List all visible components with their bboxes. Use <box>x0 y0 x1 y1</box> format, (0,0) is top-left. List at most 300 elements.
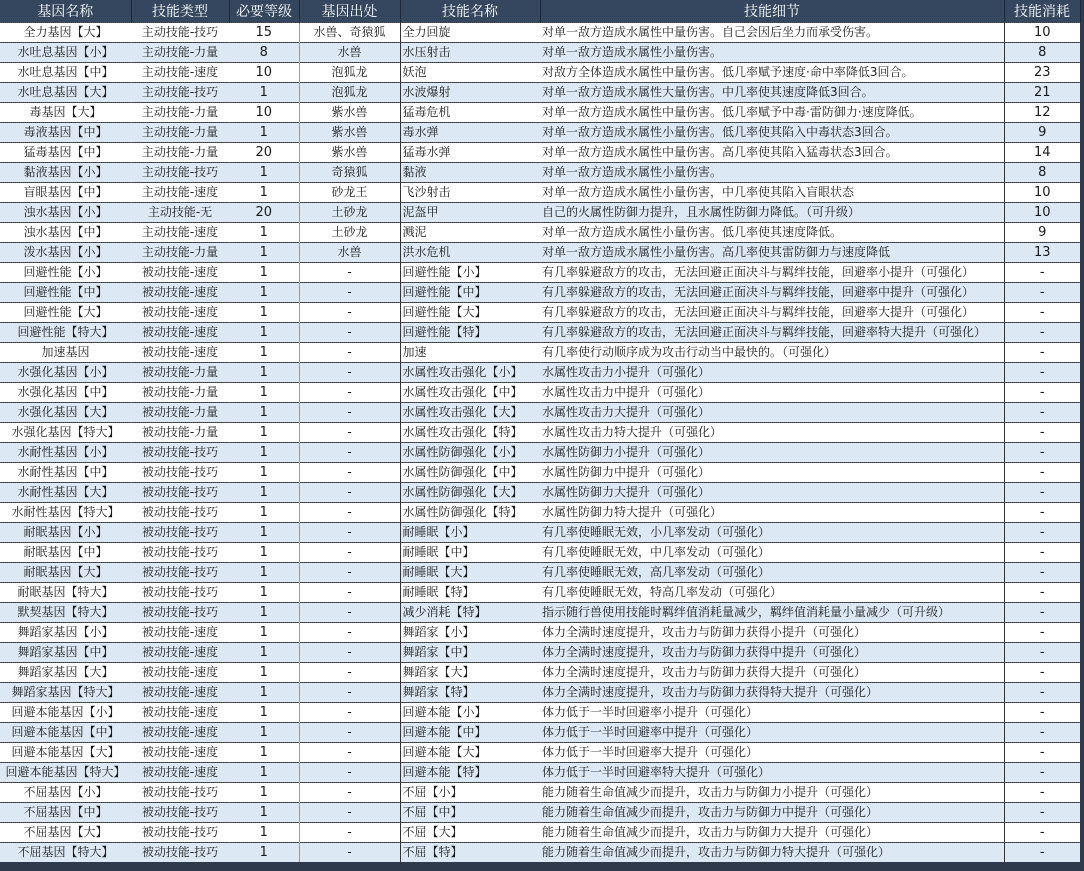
table-row <box>0 723 1080 743</box>
table-row <box>0 663 1080 683</box>
skill-name-cell: 猛毒危机 <box>400 103 540 123</box>
skill-cost-cell: - <box>1004 583 1080 603</box>
skill-name-cell: 猛毒水弹 <box>400 143 540 163</box>
skill-type-cell: 被动技能-速度 <box>131 263 229 283</box>
skill-name-cell: 不屈【小】 <box>400 783 540 803</box>
gene-name-cell: 舞蹈家基因【大】 <box>0 663 131 683</box>
skill-detail-cell: 能力随着生命值减少而提升，攻击力与防御力大提升（可强化） <box>540 823 1004 843</box>
gene-source-cell: - <box>299 323 400 343</box>
gene-source-cell: - <box>299 803 400 823</box>
skill-type-cell: 被动技能-速度 <box>131 623 229 643</box>
table-footer-bar <box>0 866 1084 871</box>
skill-detail-cell: 能力随着生命值减少而提升，攻击力与防御力小提升（可强化） <box>540 783 1004 803</box>
gene-source-cell: 土砂龙 <box>299 203 400 223</box>
gene-name-cell: 回避本能基因【中】 <box>0 723 131 743</box>
table-row <box>0 103 1080 123</box>
skill-detail-cell: 对单一敌方造成水属性小量伤害。 <box>540 163 1004 183</box>
required-level-cell: 1 <box>229 823 299 843</box>
table-row <box>0 183 1080 203</box>
skill-cost-cell: - <box>1004 723 1080 743</box>
skill-type-cell: 被动技能-速度 <box>131 763 229 783</box>
gene-source-cell: - <box>299 783 400 803</box>
required-level-cell: 1 <box>229 503 299 523</box>
header-skill-cost: 技能消耗 <box>1004 0 1080 23</box>
skill-type-cell: 被动技能-力量 <box>131 423 229 443</box>
gene-source-cell: - <box>299 743 400 763</box>
skill-name-cell: 回避本能【中】 <box>400 723 540 743</box>
skill-cost-cell: - <box>1004 603 1080 623</box>
skill-type-cell: 被动技能-速度 <box>131 643 229 663</box>
skill-name-cell: 舞蹈家【中】 <box>400 643 540 663</box>
skill-cost-cell: - <box>1004 263 1080 283</box>
skill-cost-cell: 10 <box>1004 183 1080 203</box>
table-body <box>0 23 1080 863</box>
gene-source-cell: 泡狐龙 <box>299 63 400 83</box>
table-row <box>0 803 1080 823</box>
gene-name-cell: 水耐性基因【中】 <box>0 463 131 483</box>
gene-name-cell: 默契基因【特大】 <box>0 603 131 623</box>
skill-name-cell: 回避本能【特】 <box>400 763 540 783</box>
skill-cost-cell: 13 <box>1004 243 1080 263</box>
gene-name-cell: 不屈基因【中】 <box>0 803 131 823</box>
skill-cost-cell: 10 <box>1004 23 1080 43</box>
skill-cost-cell: - <box>1004 503 1080 523</box>
table-row <box>0 323 1080 343</box>
gene-name-cell: 水吐息基因【中】 <box>0 63 131 83</box>
skill-cost-cell: 8 <box>1004 43 1080 63</box>
table-row <box>0 143 1080 163</box>
table-row <box>0 83 1080 103</box>
skill-detail-cell: 有几率使睡眠无效，小几率发动（可强化） <box>540 523 1004 543</box>
table-row <box>0 623 1080 643</box>
skill-type-cell: 被动技能-速度 <box>131 743 229 763</box>
table-row <box>0 363 1080 383</box>
skill-cost-cell: - <box>1004 483 1080 503</box>
header-row <box>0 0 1080 23</box>
skill-cost-cell: - <box>1004 423 1080 443</box>
skill-detail-cell: 体力全满时速度提升，攻击力与防御力获得大提升（可强化） <box>540 663 1004 683</box>
skill-type-cell: 被动技能-技巧 <box>131 543 229 563</box>
required-level-cell: 1 <box>229 383 299 403</box>
skill-cost-cell: - <box>1004 323 1080 343</box>
skill-name-cell: 舞蹈家【大】 <box>400 663 540 683</box>
required-level-cell: 1 <box>229 223 299 243</box>
gene-name-cell: 舞蹈家基因【中】 <box>0 643 131 663</box>
gene-source-cell: - <box>299 663 400 683</box>
required-level-cell: 1 <box>229 623 299 643</box>
gene-name-cell: 加速基因 <box>0 343 131 363</box>
skill-cost-cell: 12 <box>1004 103 1080 123</box>
skill-type-cell: 被动技能-力量 <box>131 403 229 423</box>
gene-name-cell: 黏液基因【小】 <box>0 163 131 183</box>
table-row <box>0 43 1080 63</box>
skill-name-cell: 减少消耗【特】 <box>400 603 540 623</box>
table-row <box>0 703 1080 723</box>
gene-source-cell: - <box>299 283 400 303</box>
gene-source-cell: - <box>299 263 400 283</box>
required-level-cell: 1 <box>229 523 299 543</box>
skill-type-cell: 被动技能-速度 <box>131 703 229 723</box>
skill-detail-cell: 对单一敌方造成水属性中量伤害。高几率使其陷入猛毒状态3回合。 <box>540 143 1004 163</box>
gene-name-cell: 耐眠基因【大】 <box>0 563 131 583</box>
skill-name-cell: 不屈【大】 <box>400 823 540 843</box>
skill-cost-cell: 14 <box>1004 143 1080 163</box>
skill-cost-cell: - <box>1004 703 1080 723</box>
gene-name-cell: 水强化基因【小】 <box>0 363 131 383</box>
skill-detail-cell: 对单一敌方造成水属性小量伤害。低几率使其陷入中毒状态3回合。 <box>540 123 1004 143</box>
skill-type-cell: 被动技能-力量 <box>131 383 229 403</box>
gene-name-cell: 水强化基因【中】 <box>0 383 131 403</box>
skill-cost-cell: 8 <box>1004 163 1080 183</box>
gene-source-cell: - <box>299 603 400 623</box>
table-row <box>0 123 1080 143</box>
gene-name-cell: 水耐性基因【小】 <box>0 443 131 463</box>
skill-type-cell: 被动技能-技巧 <box>131 783 229 803</box>
skill-type-cell: 被动技能-技巧 <box>131 523 229 543</box>
table-row <box>0 163 1080 183</box>
skill-type-cell: 被动技能-速度 <box>131 343 229 363</box>
table-row <box>0 283 1080 303</box>
skill-type-cell: 被动技能-技巧 <box>131 563 229 583</box>
skill-name-cell: 回避本能【大】 <box>400 743 540 763</box>
skill-type-cell: 主动技能-力量 <box>131 43 229 63</box>
table-row <box>0 743 1080 763</box>
skill-detail-cell: 水属性防御力大提升（可强化） <box>540 483 1004 503</box>
skill-detail-cell: 有几率躲避敌方的攻击，无法回避正面决斗与羁绊技能，回避率中提升（可强化） <box>540 283 1004 303</box>
gene-name-cell: 全力基因【大】 <box>0 23 131 43</box>
skill-name-cell: 洪水危机 <box>400 243 540 263</box>
required-level-cell: 1 <box>229 123 299 143</box>
skill-detail-cell: 对单一敌方造成水属性中量伤害。低几率赋予中毒·雷防御力·速度降低。 <box>540 103 1004 123</box>
skill-detail-cell: 对敌方全体造成水属性中量伤害。低几率赋予速度·命中率降低3回合。 <box>540 63 1004 83</box>
skill-detail-cell: 对单一敌方造成水属性中量伤害。自己会因后坐力而承受伤害。 <box>540 23 1004 43</box>
skill-detail-cell: 水属性攻击力大提升（可强化） <box>540 403 1004 423</box>
skill-detail-cell: 能力随着生命值减少而提升，攻击力与防御力特大提升（可强化） <box>540 843 1004 863</box>
gene-source-cell: - <box>299 583 400 603</box>
gene-name-cell: 水强化基因【特大】 <box>0 423 131 443</box>
gene-source-cell: - <box>299 623 400 643</box>
skill-name-cell: 耐睡眠【小】 <box>400 523 540 543</box>
skill-type-cell: 被动技能-技巧 <box>131 483 229 503</box>
gene-source-cell: - <box>299 643 400 663</box>
gene-name-cell: 不屈基因【小】 <box>0 783 131 803</box>
skill-detail-cell: 有几率使睡眠无效，中几率发动（可强化） <box>540 543 1004 563</box>
skill-type-cell: 被动技能-力量 <box>131 363 229 383</box>
gene-source-cell: - <box>299 823 400 843</box>
gene-name-cell: 毒液基因【中】 <box>0 123 131 143</box>
required-level-cell: 1 <box>229 763 299 783</box>
skill-name-cell: 耐睡眠【特】 <box>400 583 540 603</box>
required-level-cell: 1 <box>229 343 299 363</box>
skill-cost-cell: - <box>1004 363 1080 383</box>
gene-source-cell: 紫水兽 <box>299 103 400 123</box>
required-level-cell: 1 <box>229 583 299 603</box>
required-level-cell: 1 <box>229 483 299 503</box>
table-row <box>0 303 1080 323</box>
skill-detail-cell: 水属性攻击力特大提升（可强化） <box>540 423 1004 443</box>
skill-detail-cell: 有几率躲避敌方的攻击，无法回避正面决斗与羁绊技能，回避率小提升（可强化） <box>540 263 1004 283</box>
gene-name-cell: 回避性能【特大】 <box>0 323 131 343</box>
skill-cost-cell: - <box>1004 343 1080 363</box>
skill-type-cell: 主动技能-速度 <box>131 223 229 243</box>
skill-type-cell: 被动技能-速度 <box>131 723 229 743</box>
skill-name-cell: 耐睡眠【中】 <box>400 543 540 563</box>
skill-detail-cell: 有几率使睡眠无效，特高几率发动（可强化） <box>540 583 1004 603</box>
required-level-cell: 1 <box>229 183 299 203</box>
skill-type-cell: 被动技能-速度 <box>131 283 229 303</box>
skill-cost-cell: - <box>1004 443 1080 463</box>
skill-name-cell: 飞沙射击 <box>400 183 540 203</box>
skill-name-cell: 耐睡眠【大】 <box>400 563 540 583</box>
gene-name-cell: 盲眼基因【中】 <box>0 183 131 203</box>
skill-detail-cell: 体力低于一半时回避率大提升（可强化） <box>540 743 1004 763</box>
table-row <box>0 783 1080 803</box>
skill-cost-cell: - <box>1004 683 1080 703</box>
skill-cost-cell: - <box>1004 623 1080 643</box>
gene-source-cell: 奇猿狐 <box>299 163 400 183</box>
gene-source-cell: - <box>299 683 400 703</box>
skill-cost-cell: - <box>1004 803 1080 823</box>
skill-detail-cell: 水属性攻击力中提升（可强化） <box>540 383 1004 403</box>
skill-type-cell: 被动技能-技巧 <box>131 503 229 523</box>
table-row <box>0 63 1080 83</box>
required-level-cell: 1 <box>229 563 299 583</box>
required-level-cell: 1 <box>229 243 299 263</box>
required-level-cell: 1 <box>229 403 299 423</box>
skill-detail-cell: 对单一敌方造成水属性大量伤害。中几率使其速度降低3回合。 <box>540 83 1004 103</box>
skill-name-cell: 不屈【特】 <box>400 843 540 863</box>
gene-name-cell: 回避性能【小】 <box>0 263 131 283</box>
skill-name-cell: 水波爆射 <box>400 83 540 103</box>
table-row <box>0 683 1080 703</box>
skill-cost-cell: - <box>1004 763 1080 783</box>
required-level-cell: 8 <box>229 43 299 63</box>
skill-name-cell: 水属性防御强化【小】 <box>400 443 540 463</box>
gene-source-cell: - <box>299 423 400 443</box>
gene-source-cell: - <box>299 483 400 503</box>
gene-source-cell: - <box>299 303 400 323</box>
gene-name-cell: 舞蹈家基因【小】 <box>0 623 131 643</box>
gene-name-cell: 回避性能【大】 <box>0 303 131 323</box>
skill-type-cell: 主动技能-力量 <box>131 143 229 163</box>
skill-name-cell: 水属性防御强化【特】 <box>400 503 540 523</box>
gene-name-cell: 回避本能基因【大】 <box>0 743 131 763</box>
table-row <box>0 603 1080 623</box>
skill-cost-cell: - <box>1004 783 1080 803</box>
skill-cost-cell: - <box>1004 403 1080 423</box>
skill-detail-cell: 对单一敌方造成水属性小量伤害。 <box>540 43 1004 63</box>
skill-detail-cell: 对单一敌方造成水属性小量伤害。低几率使其速度降低。 <box>540 223 1004 243</box>
skill-detail-cell: 有几率躲避敌方的攻击，无法回避正面决斗与羁绊技能，回避率大提升（可强化） <box>540 303 1004 323</box>
table-row <box>0 463 1080 483</box>
skill-type-cell: 主动技能-技巧 <box>131 83 229 103</box>
skill-type-cell: 被动技能-技巧 <box>131 463 229 483</box>
table-row <box>0 843 1080 863</box>
skill-cost-cell: - <box>1004 543 1080 563</box>
gene-name-cell: 毒基因【大】 <box>0 103 131 123</box>
skill-detail-cell: 体力全满时速度提升，攻击力与防御力获得小提升（可强化） <box>540 623 1004 643</box>
skill-detail-cell: 体力低于一半时回避率特大提升（可强化） <box>540 763 1004 783</box>
table-row <box>0 503 1080 523</box>
required-level-cell: 10 <box>229 103 299 123</box>
gene-name-cell: 舞蹈家基因【特大】 <box>0 683 131 703</box>
skill-cost-cell: - <box>1004 843 1080 863</box>
skill-name-cell: 回避性能【大】 <box>400 303 540 323</box>
required-level-cell: 1 <box>229 723 299 743</box>
skill-name-cell: 回避性能【特】 <box>400 323 540 343</box>
skill-name-cell: 加速 <box>400 343 540 363</box>
table-row <box>0 763 1080 783</box>
required-level-cell: 1 <box>229 643 299 663</box>
table-row <box>0 823 1080 843</box>
skill-type-cell: 主动技能-速度 <box>131 63 229 83</box>
header-skill-type: 技能类型 <box>131 0 229 23</box>
skill-cost-cell: - <box>1004 383 1080 403</box>
gene-name-cell: 泼水基因【小】 <box>0 243 131 263</box>
gene-source-cell: - <box>299 403 400 423</box>
skill-detail-cell: 水属性防御力中提升（可强化） <box>540 463 1004 483</box>
gene-source-cell: - <box>299 723 400 743</box>
skill-detail-cell: 对单一敌方造成水属性小量伤害，中几率使其陷入盲眼状态 <box>540 183 1004 203</box>
gene-name-cell: 水耐性基因【大】 <box>0 483 131 503</box>
required-level-cell: 1 <box>229 703 299 723</box>
skill-type-cell: 主动技能-力量 <box>131 243 229 263</box>
gene-source-cell: - <box>299 563 400 583</box>
gene-source-cell: - <box>299 363 400 383</box>
skill-detail-cell: 自己的火属性防御力提升，且水属性防御力降低。（可升级） <box>540 203 1004 223</box>
skill-cost-cell: - <box>1004 823 1080 843</box>
skill-name-cell: 舞蹈家【小】 <box>400 623 540 643</box>
gene-name-cell: 水耐性基因【特大】 <box>0 503 131 523</box>
gene-source-cell: 紫水兽 <box>299 123 400 143</box>
gene-name-cell: 耐眠基因【特大】 <box>0 583 131 603</box>
required-level-cell: 1 <box>229 283 299 303</box>
required-level-cell: 1 <box>229 463 299 483</box>
required-level-cell: 10 <box>229 63 299 83</box>
skill-cost-cell: - <box>1004 303 1080 323</box>
gene-name-cell: 耐眠基因【小】 <box>0 523 131 543</box>
skill-name-cell: 毒水弹 <box>400 123 540 143</box>
required-level-cell: 1 <box>229 603 299 623</box>
gene-source-cell: - <box>299 343 400 363</box>
gene-source-cell: 水兽、奇猿狐 <box>299 23 400 43</box>
table-row <box>0 443 1080 463</box>
skill-cost-cell: - <box>1004 563 1080 583</box>
gene-source-cell: - <box>299 843 400 863</box>
skill-type-cell: 被动技能-技巧 <box>131 803 229 823</box>
gene-name-cell: 回避性能【中】 <box>0 283 131 303</box>
required-level-cell: 1 <box>229 83 299 103</box>
table-row <box>0 543 1080 563</box>
required-level-cell: 1 <box>229 303 299 323</box>
required-level-cell: 1 <box>229 363 299 383</box>
skill-name-cell: 妖泡 <box>400 63 540 83</box>
required-level-cell: 20 <box>229 203 299 223</box>
skill-name-cell: 回避性能【中】 <box>400 283 540 303</box>
skill-cost-cell: - <box>1004 283 1080 303</box>
table-row <box>0 203 1080 223</box>
skill-cost-cell: - <box>1004 643 1080 663</box>
skill-cost-cell: - <box>1004 523 1080 543</box>
table-row <box>0 343 1080 363</box>
gene-source-cell: - <box>299 463 400 483</box>
gene-name-cell: 水吐息基因【大】 <box>0 83 131 103</box>
skill-name-cell: 水属性攻击强化【中】 <box>400 383 540 403</box>
table-row <box>0 263 1080 283</box>
skill-detail-cell: 有几率躲避敌方的攻击，无法回避正面决斗与羁绊技能，回避率特大提升（可强化） <box>540 323 1004 343</box>
header-skill-detail: 技能细节 <box>540 0 1004 23</box>
gene-source-cell: 水兽 <box>299 243 400 263</box>
skill-name-cell: 水属性防御强化【中】 <box>400 463 540 483</box>
skill-cost-cell: 9 <box>1004 223 1080 243</box>
skill-type-cell: 被动技能-速度 <box>131 663 229 683</box>
skill-detail-cell: 对单一敌方造成水属性小量伤害。高几率使其雷防御力与速度降低 <box>540 243 1004 263</box>
skill-name-cell: 水属性攻击强化【小】 <box>400 363 540 383</box>
skill-type-cell: 被动技能-技巧 <box>131 843 229 863</box>
required-level-cell: 1 <box>229 843 299 863</box>
skill-name-cell: 水压射击 <box>400 43 540 63</box>
skill-detail-cell: 有几率使行动顺序成为攻击行动当中最快的。（可强化） <box>540 343 1004 363</box>
skill-type-cell: 主动技能-技巧 <box>131 23 229 43</box>
required-level-cell: 1 <box>229 663 299 683</box>
table-row <box>0 483 1080 503</box>
gene-source-cell: - <box>299 383 400 403</box>
gene-source-cell: - <box>299 703 400 723</box>
skill-name-cell: 全力回旋 <box>400 23 540 43</box>
skill-cost-cell: 9 <box>1004 123 1080 143</box>
table-row <box>0 223 1080 243</box>
required-level-cell: 20 <box>229 143 299 163</box>
skill-name-cell: 水属性攻击强化【大】 <box>400 403 540 423</box>
header-gene-source: 基因出处 <box>299 0 400 23</box>
gene-name-cell: 不屈基因【特大】 <box>0 843 131 863</box>
skill-type-cell: 被动技能-速度 <box>131 323 229 343</box>
skill-detail-cell: 水属性防御力小提升（可强化） <box>540 443 1004 463</box>
skill-type-cell: 被动技能-速度 <box>131 683 229 703</box>
gene-source-cell: - <box>299 763 400 783</box>
gene-source-cell: 紫水兽 <box>299 143 400 163</box>
gene-source-cell: 水兽 <box>299 43 400 63</box>
skill-type-cell: 主动技能-速度 <box>131 183 229 203</box>
required-level-cell: 1 <box>229 163 299 183</box>
skill-name-cell: 不屈【中】 <box>400 803 540 823</box>
skill-cost-cell: 23 <box>1004 63 1080 83</box>
skill-type-cell: 被动技能-技巧 <box>131 603 229 623</box>
gene-source-cell: 土砂龙 <box>299 223 400 243</box>
table-row <box>0 423 1080 443</box>
skill-detail-cell: 有几率使睡眠无效，高几率发动（可强化） <box>540 563 1004 583</box>
gene-source-cell: - <box>299 523 400 543</box>
skill-detail-cell: 体力低于一半时回避率小提升（可强化） <box>540 703 1004 723</box>
skill-cost-cell: - <box>1004 663 1080 683</box>
required-level-cell: 1 <box>229 543 299 563</box>
header-skill-name: 技能名称 <box>400 0 540 23</box>
skill-type-cell: 主动技能-力量 <box>131 123 229 143</box>
gene-source-cell: 砂龙王 <box>299 183 400 203</box>
header-gene-name: 基因名称 <box>0 0 131 23</box>
gene-source-cell: - <box>299 503 400 523</box>
skill-type-cell: 被动技能-技巧 <box>131 583 229 603</box>
table-row <box>0 563 1080 583</box>
gene-name-cell: 回避本能基因【小】 <box>0 703 131 723</box>
required-level-cell: 15 <box>229 23 299 43</box>
skill-name-cell: 舞蹈家【特】 <box>400 683 540 703</box>
required-level-cell: 1 <box>229 803 299 823</box>
skill-type-cell: 被动技能-速度 <box>131 303 229 323</box>
gene-name-cell: 浊水基因【小】 <box>0 203 131 223</box>
skill-type-cell: 主动技能-无 <box>131 203 229 223</box>
skill-type-cell: 主动技能-技巧 <box>131 163 229 183</box>
